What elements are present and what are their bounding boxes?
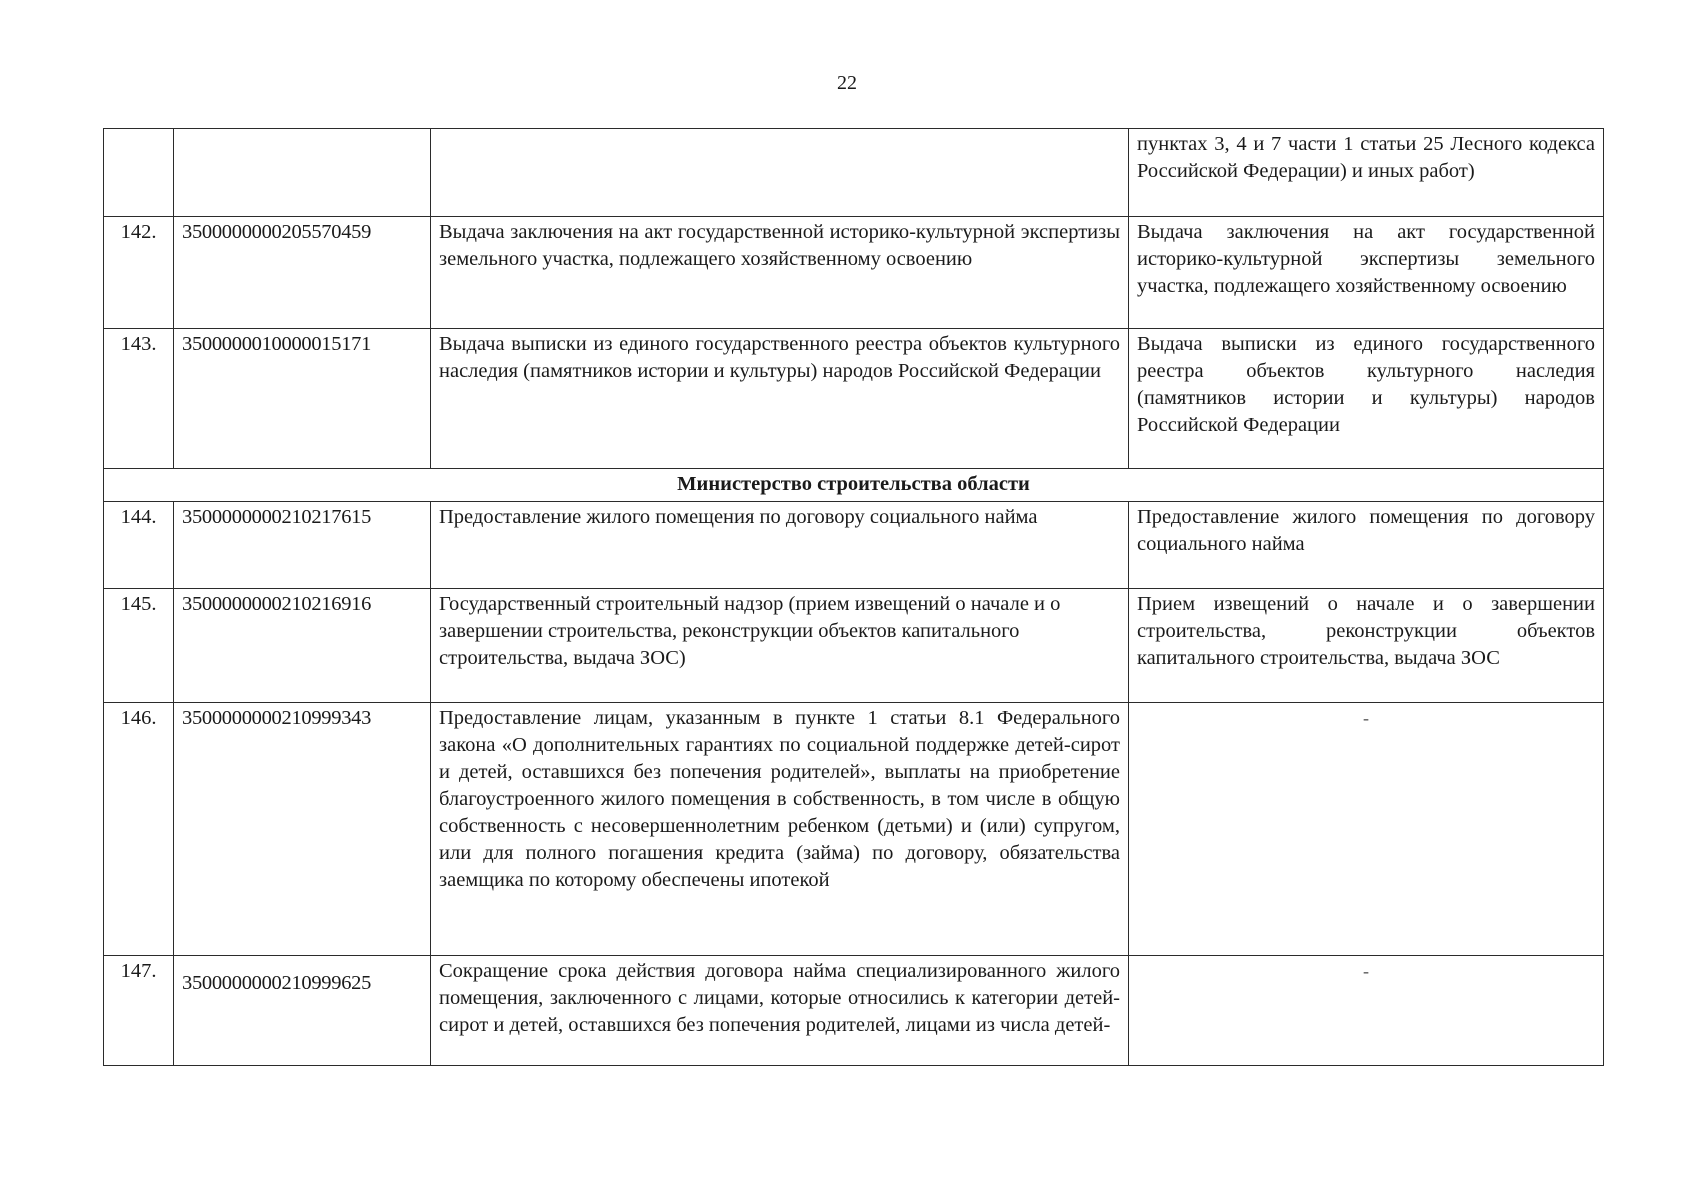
service-name: Сокращение срока действия договора найма специализированного жилого помещения, заключенного с лицами, которые относились к категории детей-сирот и детей, оставшихся без попечения родителей, лицами из числа детей- xyxy=(431,956,1129,1066)
row-number: 144. xyxy=(104,502,174,589)
table-row xyxy=(104,329,1604,469)
service-result: Прием извещений о начале и о завершении строительства, реконструкции объектов капитального строительства, выдача ЗОС xyxy=(1129,589,1604,703)
service-code: 3500000000210999343 xyxy=(174,703,431,956)
section-title: Министерство строительства области xyxy=(104,469,1604,502)
service-code: 3500000000210217615 xyxy=(174,502,431,589)
service-code-cell xyxy=(174,129,431,217)
service-name: Выдача заключения на акт государственной историко-культурной экспертизы земельного участка, подлежащего хозяйственному освоению xyxy=(431,217,1129,329)
table-row xyxy=(104,589,1604,703)
service-name: Выдача выписки из единого государственного реестра объектов культурного наследия (памятников истории и культуры) народов Российской Федерации xyxy=(431,329,1129,469)
table-row xyxy=(104,703,1604,956)
service-name: Предоставление лицам, указанным в пункте 1 статьи 8.1 Федерального закона «О дополнительных гарантиях по социальной поддержке детей-сирот и детей, оставшихся без попечения родителей», выплаты на приобретение благоустроенного жилого помещения в собственность, в том числе в общую собственность с несовершеннолетним ребенком (детьми) и (или) супругом, или для полного погашения кредита (займа) по договору, обязательства заемщика по которому обеспечены ипотекой xyxy=(431,703,1129,956)
service-code: 3500000000210999625 xyxy=(174,956,431,1066)
service-code: 3500000000210216916 xyxy=(174,589,431,703)
service-name: Государственный строительный надзор (прием извещений о начале и о завершении строительства, реконструкции объектов капитального строительства, выдача ЗОС) xyxy=(431,589,1129,703)
service-result xyxy=(1129,703,1604,956)
service-name: Предоставление жилого помещения по договору социального найма xyxy=(431,502,1129,589)
service-result: Выдача заключения на акт государственной историко-культурной экспертизы земельного участка, подлежащего хозяйственному освоению xyxy=(1129,217,1604,329)
row-number: 142. xyxy=(104,217,174,329)
section-header-row xyxy=(104,469,1604,502)
row-number: 143. xyxy=(104,329,174,469)
service-result xyxy=(1129,956,1604,1066)
service-result: Предоставление жилого помещения по договору социального найма xyxy=(1129,502,1604,589)
service-name-cell xyxy=(431,129,1129,217)
table-row xyxy=(104,217,1604,329)
row-number-cell xyxy=(104,129,174,217)
service-code: 3500000010000015171 xyxy=(174,329,431,469)
services-table xyxy=(103,128,1604,1066)
row-number: 145. xyxy=(104,589,174,703)
service-code: 3500000000205570459 xyxy=(174,217,431,329)
table-row xyxy=(104,502,1604,589)
table-row-continuation xyxy=(104,129,1604,217)
row-number: 147. xyxy=(104,956,174,1066)
empty-result-dash: - xyxy=(1363,708,1369,728)
table-row xyxy=(104,956,1604,1066)
service-result: Выдача выписки из единого государственного реестра объектов культурного наследия (памятников истории и культуры) народов Российской Федерации xyxy=(1129,329,1604,469)
row-number: 146. xyxy=(104,703,174,956)
page-number: 22 xyxy=(837,72,857,94)
service-result-cell: пунктах 3, 4 и 7 части 1 статьи 25 Лесного кодекса Российской Федерации) и иных работ) xyxy=(1129,129,1604,217)
empty-result-dash: - xyxy=(1363,961,1369,981)
